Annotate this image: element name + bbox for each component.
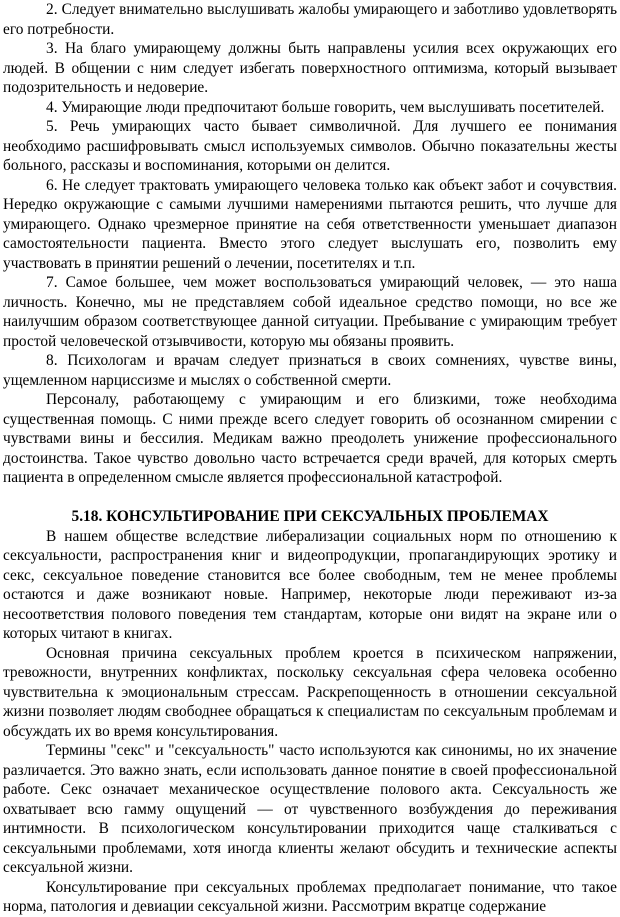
paragraph-terms: Термины "секс" и "сексуальность" часто используются как синонимы, но их значение различается. Это важно знать, если использовать данное понятие в своей профессиональной работе. Секс означает механическое осуществление полового акта. Сексуальность же охватывает всю гамму ощущений — от чувственного возбуждения до переживания интимности. В психологическом консультировании приходится чаще сталкиваться с сексуальными проблемами, хотя иногда клиенты желают обсудить и технические аспекты сексуальной жизни.: [3, 742, 617, 876]
paragraph-item-8: 8. Психологам и врачам следует признаться в своих сомнениях, чувстве вины, ущемленном нарциссизме и мыслях о собственной смерти.: [3, 352, 617, 389]
paragraph-staff-support: Персоналу, работающему с умирающим и его близкими, тоже необходима существенная помощь. С ними прежде всего следует говорить об осознанном смирении с чувствами вины и бессилия. Медикам важно преодолеть унижение профессионального достоинства. Такое чувство довольно часто встречается среди врачей, для которых смерть пациента в определенном смысле является профессиональной катастрофой.: [3, 391, 617, 486]
section-heading: 5.18. КОНСУЛЬТИРОВАНИЕ ПРИ СЕКСУАЛЬНЫХ ПРОБЛЕМАХ: [71, 507, 549, 525]
paragraph-item-3: 3. На благо умирающему должны быть направлены усилия всех окружающих его людей. В общении с ним следует избегать поверхностного оптимизма, который вызывает подозрительность и недоверие.: [3, 40, 617, 96]
paragraph-item-4: 4. Умирающие люди предпочитают больше говорить, чем выслушивать посетителей.: [46, 98, 605, 116]
paragraph-item-2: 2. Следует внимательно выслушивать жалобы умирающего и заботливо удовлетворять его потребности.: [3, 1, 617, 38]
paragraph-item-5: 5. Речь умирающих часто бывает символичной. Для лучшего ее понимания необходимо расшифровывать смысл используемых символов. Обычно показательны жесты больного, рассказы и воспоминания, которыми он делится.: [3, 118, 617, 174]
paragraph-main-cause: Основная причина сексуальных проблем кроется в психическом напряжении, тревожности, внутренних конфликтах, поскольку сексуальная сфера человека особенно чувствительна к эмоциональным стрессам. Раскрепощенность в отношении сексуальной жизни позволяет людям свободнее обращаться к специалистам по сексуальным проблемам и обсуждать их во время консультирования.: [3, 644, 617, 740]
paragraph-norms: Консультирование при сексуальных проблемах предполагает понимание, что такое норма, патология и девиации сексуальной жизни. Рассмотрим вкратце содержание: [3, 878, 617, 915]
paragraph-liberalization: В нашем обществе вследствие либерализации социальных норм по отношению к сексуальности, распространения книг и видеопродукции, пропагандирующих эротику и секс, сексуальное поведение становится все более свободным, тем не менее проблемы остаются и даже возникают новые. Например, некоторые люди переживают из-за несоответствия полового поведения тем стандартам, которые они видят на экране или о которых читают в книгах.: [3, 527, 617, 642]
paragraph-item-6: 6. Не следует трактовать умирающего человека только как объект забот и сочувствия. Нередко окружающие с самыми лучшими намерениями пытаются решить, что лучше для умирающего. Однако чрезмерное принятие на себя ответственности уменьшает диапазон самостоятельности пациента. Вместо этого следует выслушать его, позволить ему участвовать в принятии решений о лечении, посетителях и т.п.: [3, 176, 617, 272]
document-page: [3, 0, 617, 917]
paragraph-item-7: 7. Самое большее, чем может воспользоваться умирающий человек, — это наша личность. Конечно, мы не представляем собой идеальное средство помощи, но все же наилучшим образом соответствующее данной ситуации. Пребывание с умирающим требует простой человеческой отзывчивости, которую мы обязаны проявить.: [3, 274, 617, 350]
